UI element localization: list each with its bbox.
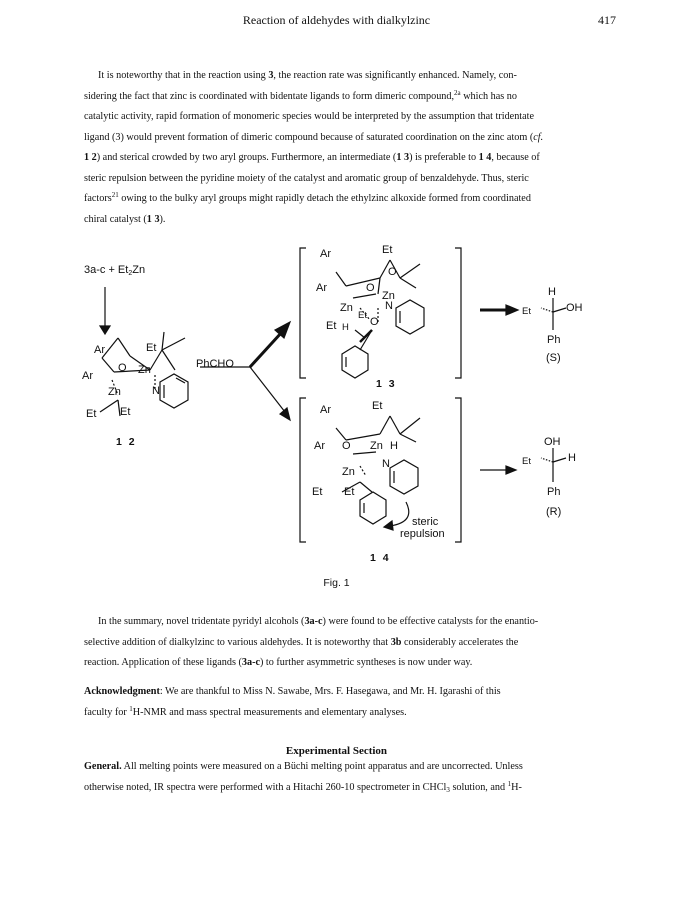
struct12-n: N	[152, 385, 160, 397]
s-product-et: Et	[522, 306, 531, 317]
scheme-drawing	[60, 230, 620, 595]
struct13-ar-2: Ar	[316, 282, 327, 294]
struct14-o: O	[342, 440, 351, 452]
struct14-ar-1: Ar	[320, 404, 331, 416]
para2-line-1: In the summary, novel tridentate pyridyl alcohols (3a-c) were found to be effective catalysts for the enantio-	[98, 616, 539, 627]
figure-caption: Fig. 1	[323, 577, 350, 589]
struct12-zn-1: Zn	[138, 364, 151, 376]
para1-line-7: factors$^{21}$ owing to the bulky aryl groups might rapidly detach the ethylzinc alkoxide formed from coordinated	[84, 191, 531, 204]
r-product-h: H	[568, 452, 576, 464]
s-product-h: H	[548, 286, 556, 298]
paragraph-experimental	[84, 757, 589, 798]
exp-line-2: otherwise noted, IR spectra were performed with a Hitachi 260-10 spectrometer in CHCl$_3$ solution, and $^1$H-	[84, 779, 522, 794]
struct14-et-3: Et	[344, 486, 355, 498]
struct12-zn-2: Zn	[108, 386, 121, 398]
struct14-n: N	[382, 458, 390, 470]
reagent-label: $3a-c + Et_2Zn$	[84, 264, 146, 277]
struct13-et-3: Et	[326, 320, 337, 332]
compound-12-label: 1 2	[116, 436, 137, 448]
exp-line-1: General. All melting points were measured on a Büchi melting point apparatus and are uncorrected. Unless	[84, 761, 523, 772]
experimental-section-title: Experimental Section	[285, 745, 388, 757]
r-configuration-label: (R)	[546, 506, 562, 518]
struct14-zn-1: Zn	[370, 440, 383, 452]
running-header-title: Reaction of aldehydes with dialkylzinc	[242, 13, 431, 27]
struct12-et-2: Et	[86, 408, 97, 420]
paragraph-summary	[84, 612, 589, 674]
para1-line-6: steric repulsion between the pyridine moiety of the catalyst and aromatic group of benzaldehyde. Thus, steric	[84, 172, 529, 184]
struct12-ar-1: Ar	[94, 344, 105, 356]
steric-label: steric	[412, 516, 439, 528]
r-product-et: Et	[522, 456, 531, 467]
struct13-et-2: Et	[358, 310, 367, 321]
s-product-ph: Ph	[547, 334, 561, 346]
compound-14-label: 1 4	[370, 552, 391, 564]
para1-line-1: It is noteworthy that in the reaction using 3, the reaction rate was significantly enhanced. Namely, con-	[98, 70, 517, 81]
para1-line-4: ligand (3) would prevent formation of dimeric compound because of saturated coordination on the zinc atom (cf.	[84, 131, 544, 143]
struct12-et-1: Et	[146, 342, 157, 354]
struct13-n: N	[385, 300, 393, 312]
ack-line-2: faculty for $^1$H-NMR and mass spectral measurements and elementary analyses.	[84, 704, 407, 718]
paragraph-acknowledgment	[84, 682, 589, 723]
s-configuration-label: (S)	[546, 352, 561, 364]
struct13-h: H	[342, 322, 349, 333]
para1-line-5: 1 2) and sterical crowded by two aryl groups. Furthermore, an intermediate (1 3) is preferable to 1 4, because of	[84, 152, 540, 163]
struct14-zn-2: Zn	[342, 466, 355, 478]
para2-line-3: reaction. Application of these ligands (3a-c) to further asymmetric syntheses is now under way.	[84, 657, 473, 668]
struct13-o-2: O	[366, 282, 375, 294]
para1-line-2: sidering the fact that zinc is coordinated with bidentate ligands to form dimeric compound,$^{2a}$ which has no	[84, 88, 517, 102]
s-product-oh: OH	[566, 302, 583, 314]
struct14-et-2: Et	[312, 486, 323, 498]
struct13-o-3: O	[370, 316, 379, 328]
repulsion-label: repulsion	[400, 528, 445, 540]
r-product-oh: OH	[544, 436, 561, 448]
struct14-h: H	[390, 440, 398, 452]
struct12-o: O	[118, 362, 127, 374]
struct12-et-3: Et	[120, 406, 131, 418]
reaction-scheme-figure	[60, 230, 620, 595]
exp-general-heading: General.	[84, 761, 122, 772]
struct13-zn-1: Zn	[382, 290, 395, 302]
struct12-ar-2: Ar	[82, 370, 93, 382]
ack-heading: Acknowledgment	[84, 686, 160, 697]
struct13-o-1: O	[388, 266, 397, 278]
page-number: 417	[598, 13, 616, 27]
aldehyde-label: PhCHO	[196, 358, 234, 370]
struct14-ar-2: Ar	[314, 440, 325, 452]
struct14-et-1: Et	[372, 400, 383, 412]
struct13-et-1: Et	[382, 244, 393, 256]
struct13-ar-1: Ar	[320, 248, 331, 260]
para1-line-3: catalytic activity, rapid formation of monomeric species would be interpreted by the assumption that tridentate	[84, 111, 534, 122]
ack-line-1: Acknowledgment: We are thankful to Miss N. Sawabe, Mrs. F. Hasegawa, and Mr. H. Igarashi of this	[84, 686, 501, 697]
para2-line-2: selective addition of dialkylzinc to various aldehydes. It is noteworthy that 3b considerably accelerates the	[84, 636, 519, 648]
para1-line-8: chiral catalyst (1 3).	[84, 213, 166, 225]
r-product-ph: Ph	[547, 486, 561, 498]
struct13-zn-2: Zn	[340, 302, 353, 314]
paragraph-discussion	[84, 66, 589, 230]
compound-13-label: 1 3	[376, 378, 397, 390]
